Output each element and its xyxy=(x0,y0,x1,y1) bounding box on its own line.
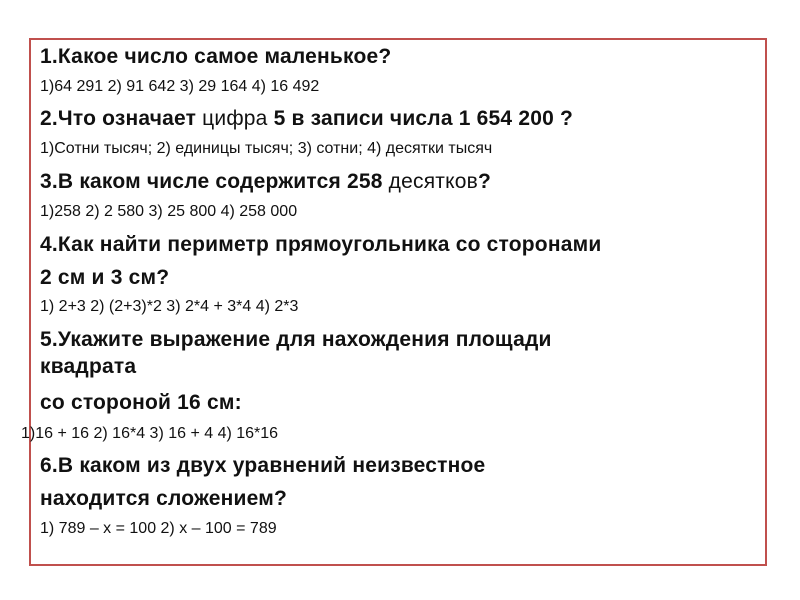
question-3-title xyxy=(40,170,491,194)
question-3-answers: 1)258 2) 2 580 3) 25 800 4) 258 000 xyxy=(40,203,298,220)
question-5-title-line-2: квадрата xyxy=(40,355,137,378)
question-1-answers: 1)64 291 2) 91 642 3) 29 164 4) 16 492 xyxy=(40,78,320,95)
question-6-title-line-1: 6.В каком из двух уравнений неизвестное xyxy=(40,454,486,477)
question-4-answers: 1) 2+3 2) (2+3)*2 3) 2*4 + 3*4 4) 2*3 xyxy=(40,298,299,315)
question-5-answers: 1)16 + 16 2) 16*4 3) 16 + 4 4) 16*16 xyxy=(21,425,279,442)
question-2-title-normal: цифра xyxy=(202,107,274,130)
question-4-title-line-2: 2 см и 3 см? xyxy=(40,266,170,289)
question-5-title-line-3: со стороной 16 см: xyxy=(40,391,242,414)
question-1-title: 1.Какое число самое маленькое? xyxy=(40,45,392,68)
question-6-answers: 1) 789 – x = 100 2) x – 100 = 789 xyxy=(40,520,277,537)
question-2-title xyxy=(40,107,573,131)
question-5-title-line-1: 5.Укажите выражение для нахождения площади xyxy=(40,328,552,351)
question-2-title-bold-end: 5 в записи числа 1 654 200 ? xyxy=(273,107,574,130)
question-2-title-bold: 2.Что означает xyxy=(40,107,203,130)
question-2-answers: 1)Сотни тысяч; 2) единицы тысяч; 3) сотни; 4) десятки тысяч xyxy=(40,140,493,157)
question-4-title-line-1: 4.Как найти периметр прямоугольника со сторонами xyxy=(40,233,602,256)
question-3-title-bold-end: ? xyxy=(477,170,491,193)
question-3-title-normal: десятков xyxy=(388,170,478,193)
question-6-title-line-2: находится сложением? xyxy=(40,487,288,510)
question-3-title-bold: 3.В каком числе содержится 258 xyxy=(40,170,389,193)
